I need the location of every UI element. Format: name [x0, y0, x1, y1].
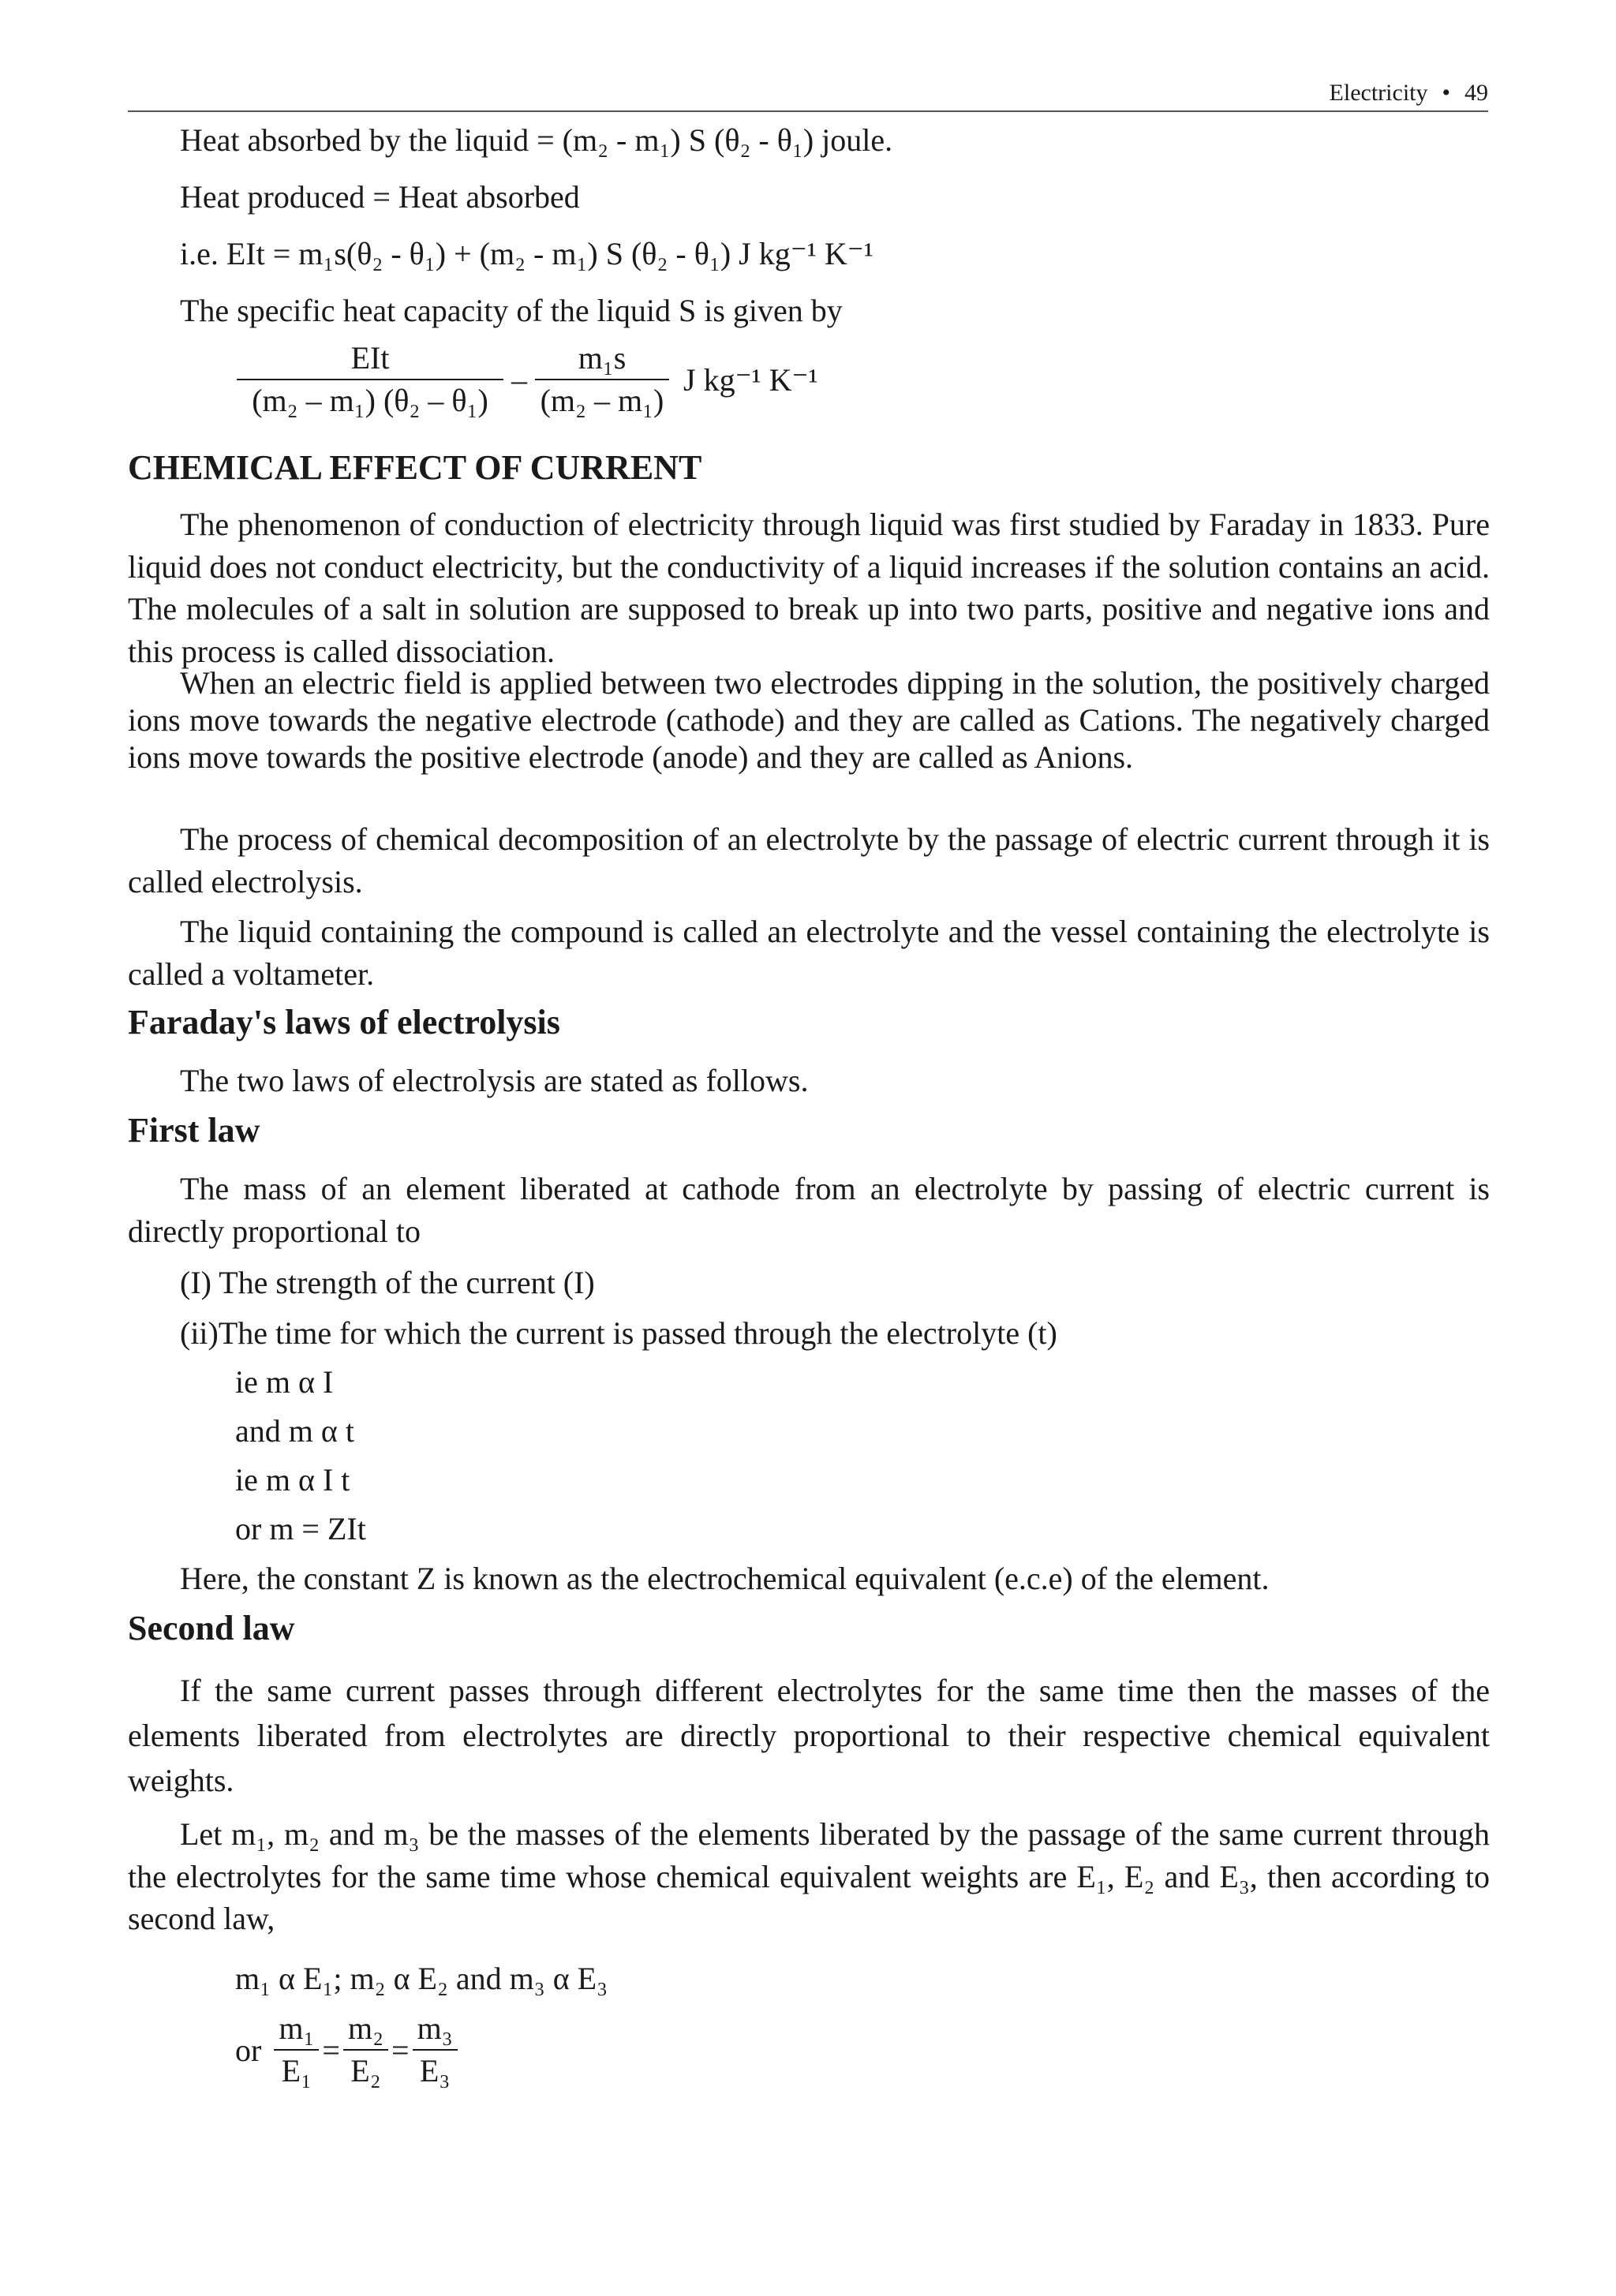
ratio-equation	[235, 2008, 458, 2092]
electrochemical-equivalent-note: Here, the constant Z is known as the electrochemical equivalent (e.c.e) of the element.	[180, 1561, 1270, 1596]
header-section-title: Electricity	[1329, 80, 1428, 106]
paragraph-first-law: The mass of an element liberated at cathode from an electrolyte by passing of electric current is directly proportional to	[128, 1171, 1490, 1249]
subheading-first-law: First law	[128, 1111, 260, 1150]
paragraph-conduction: The phenomenon of conduction of electricity through liquid was first studied by Faraday in 1833. Pure liquid does not conduct electricity, but the conductivity of a liquid increases if the solution contains an acid. The molecules of a salt in solution are supposed to break up into two parts, positive and negative ions and this process is called dissociation.	[128, 507, 1490, 669]
ratio-fraction-3	[413, 2008, 458, 2092]
paragraph-masses-equivalents: Let m₁, m₂ and m₃ be the masses of the elements liberated by the passage of the same current through the electrolytes for the same time whose chemical equivalent weights are E₁, E₂ and E₃, then according to second law,	[128, 1816, 1490, 1936]
formula-fraction-1	[237, 338, 503, 421]
heat-absorbed-line: Heat absorbed by the liquid = (m₂ - m₁) S (θ₂ - θ₁) joule.	[180, 122, 893, 158]
minus-sign: –	[511, 361, 527, 398]
header-page-number: 49	[1464, 80, 1488, 106]
specific-heat-intro: The specific heat capacity of the liquid S is given by	[180, 293, 843, 328]
paragraph-voltameter: The liquid containing the compound is called an electrolyte and the vessel containing the electrolyte is called a voltameter.	[128, 914, 1490, 992]
list-item-current: (I) The strength of the current (I)	[180, 1265, 595, 1300]
fraction-1-numerator: EIt	[237, 338, 503, 380]
ratio-2-numerator: m₂	[343, 2008, 388, 2051]
ratio-1-denominator: E₁	[281, 2053, 312, 2088]
formula-fraction-2	[535, 338, 669, 421]
equation-m-alpha-t: and m α t	[235, 1413, 354, 1449]
proportionality-line: m₁ α E₁; m₂ α E₂ and m₃ α E₃	[235, 1961, 608, 1996]
fraction-2-denominator: (m₂ – m₁)	[540, 383, 664, 418]
paragraph-ions: When an electric field is applied between two electrodes dipping in the solution, the positively charged ions move towards the negative electrode (cathode) and they are called as Cations. The negatively charged ions move towards the positive electrode (anode) and they are called as Anions.	[128, 665, 1490, 775]
subheading-second-law: Second law	[128, 1609, 295, 1647]
fraction-2-numerator: m₁s	[535, 338, 669, 380]
or-label: or	[235, 2032, 262, 2068]
energy-balance-equation: i.e. EIt = m₁s(θ₂ - θ₁) + (m₂ - m₁) S (θ₂ - θ₁) J kg⁻¹ K⁻¹	[180, 236, 873, 271]
specific-heat-formula	[237, 338, 826, 421]
fraction-1-denominator: (m₂ – m₁) (θ₂ – θ₁)	[252, 383, 488, 418]
ratio-2-denominator: E₂	[350, 2053, 381, 2088]
equation-m-zit: or m = ZIt	[235, 1511, 366, 1546]
equation-m-alpha-i: ie m α I	[235, 1364, 334, 1400]
running-header	[128, 76, 1488, 112]
formula-units: J kg⁻¹ K⁻¹	[683, 361, 818, 398]
list-item-time: (ii)The time for which the current is passed through the electrolyte (t)	[180, 1315, 1057, 1351]
header-bullet: •	[1442, 80, 1450, 106]
ratio-1-numerator: m₁	[274, 2008, 319, 2051]
heat-produced-line: Heat produced = Heat absorbed	[180, 179, 580, 215]
laws-intro: The two laws of electrolysis are stated as follows.	[180, 1063, 809, 1098]
section-heading-faraday-laws: Faraday's laws of electrolysis	[128, 1003, 560, 1041]
ratio-fraction-1	[274, 2008, 319, 2092]
equals-sign-2: =	[391, 2032, 410, 2068]
equation-m-alpha-it: ie m α I t	[235, 1462, 350, 1498]
section-heading-chemical-effect: CHEMICAL EFFECT OF CURRENT	[128, 448, 702, 487]
paragraph-second-law: If the same current passes through different electrolytes for the same time then the masses of the elements liberated from electrolytes are directly proportional to their respective chemical equivalent weights.	[128, 1673, 1490, 1798]
ratio-fraction-2	[343, 2008, 388, 2092]
equals-sign-1: =	[322, 2032, 340, 2068]
ratio-3-numerator: m₃	[413, 2008, 458, 2051]
ratio-3-denominator: E₃	[419, 2053, 451, 2088]
paragraph-electrolysis: The process of chemical decomposition of an electrolyte by the passage of electric current through it is called electrolysis.	[128, 821, 1490, 899]
